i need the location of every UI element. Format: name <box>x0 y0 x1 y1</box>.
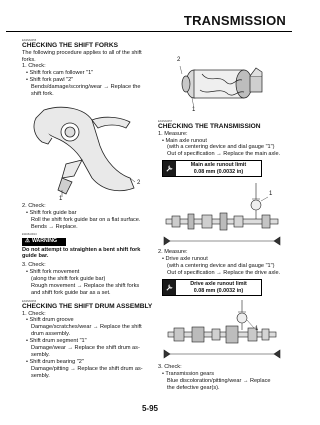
step-2: 2. Measure: <box>158 249 188 256</box>
main-axle-illustration <box>162 179 282 249</box>
section-code: EAS5A0056 <box>22 299 37 303</box>
bullet-detail: sembly. <box>31 372 50 379</box>
page-header-title: TRANSMISSION <box>183 13 286 28</box>
spec-title: Drive axle runout limit <box>190 281 247 288</box>
bullet-detail: Out of specification → Replace the main axle. <box>167 151 281 158</box>
callout-2: 2 <box>137 179 141 186</box>
bullet-detail: Damage/scratches/wear → Replace the shift <box>31 324 142 331</box>
spec-box-drive-axle <box>162 279 262 296</box>
section-code: EAS5A0057 <box>158 120 173 123</box>
warning-text: guide bar. <box>22 253 49 260</box>
right-column <box>158 44 290 392</box>
bullet-detail: drum assembly. <box>31 331 71 338</box>
bullet-detail: Damage/pitting → Replace the shift drum as- <box>31 365 143 372</box>
bullet-detail: (with a centering device and dial gauge "1") <box>167 144 275 151</box>
bullet-detail: the defective gear(s). <box>167 384 220 391</box>
spec-value: 0.08 mm (0.0032 in) <box>193 168 244 175</box>
warning-triangle-icon: ⚠ <box>25 238 30 245</box>
shift-drum-drawing <box>170 44 270 116</box>
spec-box-main-axle <box>162 160 262 177</box>
step-1: 1. Check: <box>22 310 46 317</box>
callout-2: 2 <box>177 57 181 63</box>
bullet-detail: and shift fork guide bar as a set. <box>31 290 111 296</box>
callout-1: 1 <box>192 107 196 113</box>
spec-value: 0.08 mm (0.0032 in) <box>193 287 244 294</box>
page-number: 5-95 <box>141 404 158 413</box>
bullet-detail: Bends → Replace. <box>31 223 78 230</box>
bullet-drive-axle: • Drive axle runout <box>162 256 208 263</box>
bullet-detail: sembly. <box>31 351 50 358</box>
section-heading-transmission: CHECKING THE TRANSMISSION <box>158 123 261 130</box>
step-3: 3. Check: <box>22 262 46 269</box>
bullet-detail: Bends/damage/scoring/wear → Replace the <box>31 84 141 91</box>
warning-badge <box>22 238 66 246</box>
main-axle-drawing <box>162 179 282 249</box>
callout-1: 1 <box>59 195 63 202</box>
bullet-drum-groove: • Shift drum groove <box>26 317 74 324</box>
section-heading-shift-forks: CHECKING THE SHIFT FORKS <box>22 42 118 49</box>
bullet-detail: Out of specification → Replace the drive axle. <box>167 270 281 277</box>
callout-1: 1 <box>255 326 259 333</box>
step-3: 3. Check: <box>158 364 182 371</box>
bullet-drum-bearing: • Shift drum bearing "2" <box>26 358 84 365</box>
bullet-transmission-gears: • Transmission gears <box>162 371 215 378</box>
bullet-fork-pawl: • Shift fork pawl "2" <box>26 77 74 84</box>
bullet-detail: Roll the shift fork guide bar on a flat surface. <box>31 216 141 223</box>
section-heading-shift-drum: CHECKING THE SHIFT DRUM ASSEMBLY <box>22 302 153 310</box>
drive-axle-drawing <box>162 298 282 364</box>
warning-label: WARNING <box>31 238 58 245</box>
left-column <box>22 39 155 380</box>
step-1: 1. Measure: <box>158 130 188 137</box>
wrench-spec-icon <box>163 280 176 295</box>
bullet-fork-movement: • Shift fork movement <box>26 269 80 276</box>
bullet-drum-segment: • Shift drum segment "1" <box>26 338 87 345</box>
bullet-detail: Blue discoloration/pitting/wear → Replace <box>167 378 271 385</box>
bullet-detail: Damage/wear → Replace the shift drum as- <box>31 345 140 352</box>
spec-title: Main axle runout limit <box>190 162 247 169</box>
section-code: EAS5A0055 <box>22 39 37 42</box>
bullet-detail: shift fork. <box>31 91 54 98</box>
wrench-spec-icon <box>163 161 176 176</box>
warning-code: EWA5A0013 <box>22 232 37 236</box>
warning-text: Do not attempt to straighten a bent shift fork <box>22 246 141 253</box>
header-rule <box>6 31 292 32</box>
shift-fork-drawing <box>22 98 152 203</box>
intro-text: The following procedure applies to all of the shift forks. <box>22 49 142 63</box>
bullet-detail: (with a centering device and dial gauge "1") <box>167 263 275 270</box>
bullet-main-axle: • Main axle runout <box>162 137 207 144</box>
callout-1: 1 <box>269 191 273 198</box>
step-1: 1. Check: <box>22 63 46 70</box>
bullet-guide-bar: • Shift fork guide bar <box>26 209 77 216</box>
step-2: 2. Check: <box>22 202 46 209</box>
bullet-detail: Rough movement → Replace the shift forks <box>31 283 140 290</box>
drive-axle-illustration <box>162 298 282 364</box>
shift-drum-illustration <box>170 44 270 116</box>
bullet-cam-follower: • Shift fork cam follower "1" <box>26 70 94 77</box>
bullet-detail: (along the shift fork guide bar) <box>31 276 106 283</box>
shift-fork-illustration <box>22 98 152 203</box>
